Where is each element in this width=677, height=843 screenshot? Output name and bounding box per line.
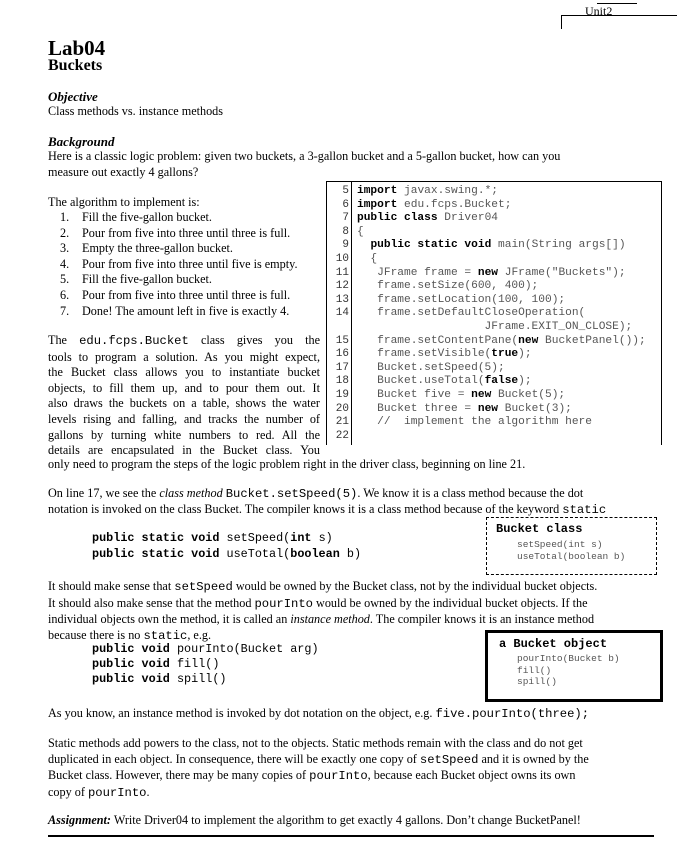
assignment-label: Assignment: — [48, 813, 111, 827]
paragraph-line: The edu.fcps.Bucket class gives you the — [48, 333, 321, 348]
objective-heading: Objective — [48, 89, 98, 104]
bucket-class-title: Bucket class — [496, 522, 583, 536]
paragraph-line: objects, to fill them up, and to pour them out. It — [48, 380, 320, 395]
code-line: public class Driver04 — [357, 212, 499, 225]
code-line: public static void main(String args[]) — [370, 239, 626, 252]
instance-method-item: fill() — [517, 664, 552, 676]
code-line: import javax.swing.*; — [357, 185, 499, 197]
code-line-number: 11 — [335, 266, 349, 279]
paragraph-line: also draws the buckets on a table, shows the water — [48, 396, 320, 411]
code-line-number: 13 — [335, 293, 349, 306]
paragraph-line: Static methods add powers to the class, not to the objects. Static methods remain with the class and do not get — [48, 736, 583, 750]
step-text: Fill the five-gallon bucket. — [82, 272, 212, 287]
step-text: Pour from five into three until three is full. — [82, 287, 291, 302]
code-line: frame.setLocation(100, 100); — [357, 293, 566, 306]
code-gutter-divider — [351, 182, 352, 445]
algorithm-intro: The algorithm to implement is: — [48, 195, 200, 209]
class-method-line-2: notation is invoked on the class Bucket. The compiler knows it is a class method because of the keyword static — [48, 502, 607, 517]
instance-method-item: pourInto(Bucket b) — [517, 653, 620, 664]
code-line: { — [357, 253, 378, 265]
step-number: 6. — [60, 287, 70, 302]
code-line-number: 14 — [335, 307, 349, 320]
step-text: Pour from five into three until three is full. — [82, 225, 291, 240]
step-number: 4. — [60, 256, 70, 271]
method-signature: public void fill() — [92, 657, 220, 671]
page-title: Lab04 — [48, 36, 106, 60]
paragraph-line: details are encapsulated in the Bucket class. You — [48, 443, 320, 458]
bucket-object-title: a Bucket object — [499, 637, 608, 651]
bucket-object-methods — [517, 653, 620, 688]
code-line: JFrame.EXIT_ON_CLOSE); — [357, 321, 633, 333]
code-line: JFrame frame = new JFrame("Buckets"); — [357, 266, 626, 279]
code-line: Bucket.setSpeed(5); — [357, 361, 505, 374]
algorithm-step — [60, 241, 298, 257]
header-hook — [561, 15, 562, 29]
paragraph-line: the Bucket class allows you to instantiate bucket — [48, 365, 320, 380]
algorithm-steps — [60, 210, 298, 319]
code-line-number: 5 — [342, 185, 349, 197]
paragraph-line: It should also make sense that the method pourInto would be owned by the individual bucket objects. If the — [48, 595, 588, 611]
paragraph-line: levels rising and falling, and tracks the number of — [48, 411, 320, 426]
background-heading: Background — [48, 134, 115, 149]
dot-notation-paragraph: As you know, an instance method is invoked by dot notation on the object, e.g. five.pourInto(three); — [48, 706, 590, 721]
code-line-number: 19 — [335, 389, 349, 401]
code-line-number: 22 — [335, 429, 349, 442]
step-number: 5. — [60, 272, 70, 287]
assignment — [48, 813, 581, 829]
background-intro-1: Here is a classic logic problem: given two buckets, a 3-gallon bucket and a 5-gallon bucket, how can you — [48, 149, 561, 163]
header-rule — [561, 15, 677, 16]
code-line-number: 9 — [342, 239, 349, 252]
method-signature: public void pourInto(Bucket arg) — [92, 642, 319, 656]
code-line: Bucket.useTotal(false); — [357, 375, 532, 388]
bucket-paragraph-last-line: only need to program the steps of the logic problem right in the driver class, beginning on line 21. — [48, 457, 526, 471]
code-line: { — [357, 225, 364, 238]
paragraph-line: Bucket class. However, there may be many copies of pourInto, because each Bucket object owns its own — [48, 768, 576, 784]
code-line-number: 15 — [335, 334, 349, 347]
code-line: Bucket five = new Bucket(5); — [357, 389, 566, 401]
code-line-number: 18 — [335, 375, 349, 388]
bucket-class-diagram — [486, 517, 657, 575]
code-line: frame.setContentPane(new BucketPanel()); — [357, 334, 646, 347]
bucket-object-diagram — [485, 630, 663, 702]
algorithm-step — [60, 257, 298, 273]
code-line: frame.setDefaultCloseOperation( — [357, 307, 586, 320]
code-line-number: 7 — [342, 212, 349, 225]
step-number: 1. — [60, 210, 70, 224]
paragraph-line: It should make sense that setSpeed would be owned by the Bucket class, not by the individual bucket objects. — [48, 579, 598, 594]
code-line-number: 17 — [335, 361, 349, 374]
code-line: // implement the algorithm here — [357, 416, 592, 429]
step-text: Fill the five-gallon bucket. — [82, 210, 212, 224]
code-line-number: 12 — [335, 280, 349, 293]
code-line-number: 20 — [335, 402, 349, 415]
method-signature: public void spill() — [92, 672, 227, 686]
step-number: 7. — [60, 303, 70, 318]
code-line: import edu.fcps.Bucket; — [357, 198, 512, 211]
step-number: 3. — [60, 241, 70, 256]
paragraph-line: tools to program a solution. As you might expect, — [48, 349, 320, 364]
algorithm-step — [60, 272, 298, 288]
method-signature: public static void setSpeed(int s) — [92, 531, 333, 545]
code-line-number: 8 — [342, 225, 349, 238]
code-listing — [326, 181, 662, 445]
page-subtitle: Buckets — [48, 57, 103, 74]
code-line: Bucket three = new Bucket(3); — [357, 402, 572, 415]
algorithm-step — [60, 210, 298, 226]
unit-label: Unit2 — [585, 4, 613, 18]
code-line-number: 16 — [335, 348, 349, 361]
class-method-item: useTotal(boolean b) — [517, 551, 626, 562]
code-line-number: 10 — [335, 253, 349, 265]
step-text: Pour from five into three until five is empty. — [82, 256, 298, 271]
bucket-class-paragraph — [48, 333, 320, 459]
algorithm-step — [60, 304, 298, 320]
step-number: 2. — [60, 225, 70, 240]
paragraph-line: because there is no static, e.g. — [48, 627, 212, 643]
paragraph-line: individual objects own the method, it is called an instance method. The compiler knows it is an instance method — [48, 612, 595, 627]
static-method-signatures — [92, 531, 361, 562]
paragraph-line: copy of pourInto. — [48, 784, 150, 800]
code-line: frame.setSize(600, 400); — [357, 280, 539, 293]
class-method-line-1: On line 17, we see the class method Bucket.setSpeed(5). We know it is a class method because the dot — [48, 486, 584, 501]
assignment-text: Write Driver04 to implement the algorithm to get exactly 4 gallons. Don’t change BucketPanel! — [111, 813, 581, 827]
algorithm-step — [60, 288, 298, 304]
bottom-rule — [48, 835, 654, 837]
static-methods-paragraph — [48, 736, 589, 801]
instance-method-item: spill() — [517, 676, 557, 687]
code-line-number: 21 — [335, 416, 349, 429]
paragraph-line: gallons by turning white numbers to red. All the — [48, 427, 320, 442]
bucket-class-methods — [517, 539, 625, 563]
class-method-item: setSpeed(int s) — [517, 539, 603, 550]
paragraph-line: duplicated in each object. In consequence, there will be exactly one copy of setSpeed and it is owned by the — [48, 751, 589, 767]
method-signature: public static void useTotal(boolean b) — [92, 546, 362, 561]
algorithm-step — [60, 226, 298, 242]
background-intro-2: measure out exactly 4 gallons? — [48, 165, 199, 179]
code-line-number: 6 — [342, 198, 349, 211]
objective-text: Class methods vs. instance methods — [48, 104, 224, 118]
code-line: frame.setVisible(true); — [357, 348, 532, 361]
instance-method-signatures — [92, 642, 319, 687]
step-text: Done! The amount left in five is exactly 4. — [82, 303, 290, 318]
step-text: Empty the three-gallon bucket. — [82, 241, 233, 256]
